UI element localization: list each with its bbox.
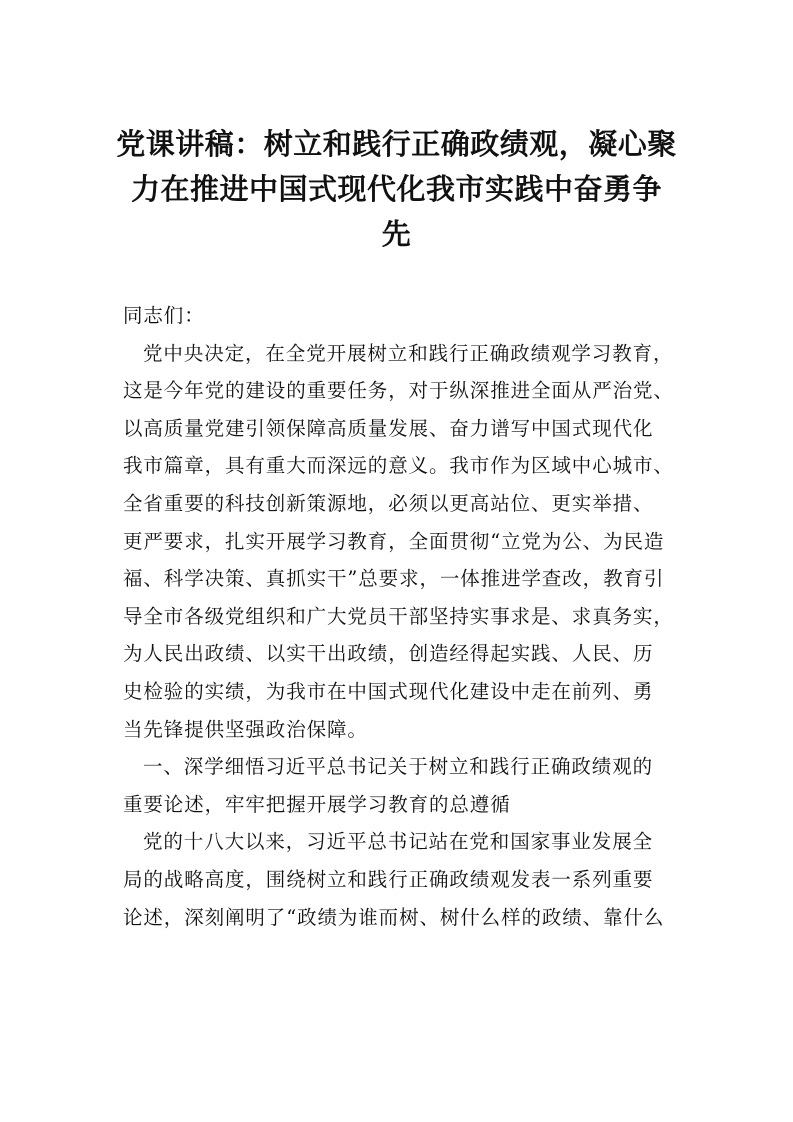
document-body — [123, 297, 683, 936]
paragraph-line: 党的十八大以来，习近平总书记站在党和国家事业发展全 — [143, 830, 654, 854]
paragraph-line: 为人民出政绩、以实干出政绩，创造经得起实践、人民、历 — [123, 642, 654, 666]
paragraph-intro — [123, 335, 683, 749]
paragraph-section-one — [123, 823, 683, 936]
paragraph-line: 我市篇章，具有重大而深远的意义。我市作为区域中心城市、 — [123, 454, 674, 478]
title-line: 党课讲稿：树立和践行正确政绩观，凝心聚 — [116, 127, 677, 161]
section-heading-one — [123, 748, 683, 823]
paragraph-line: 党中央决定，在全党开展树立和践行正确政绩观学习教育， — [143, 341, 674, 365]
title-line: 力在推进中国式现代化我市实践中奋勇争 — [130, 172, 662, 206]
paragraph-line: 当先锋提供坚强政治保障。 — [123, 717, 368, 741]
section-heading-line: 一、深学细悟习近平总书记关于树立和践行正确政绩观的 — [143, 755, 654, 779]
paragraph-line: 史检验的实绩，为我市在中国式现代化建设中走在前列、勇 — [123, 679, 654, 703]
paragraph-line: 论述，深刻阐明了“政绩为谁而树、树什么样的政绩、靠什么 — [123, 905, 665, 929]
salutation: 同志们： — [123, 304, 205, 327]
title-line: 先 — [381, 217, 412, 251]
section-heading-line: 重要论述，牢牢把握开展学习教育的总遵循 — [123, 792, 511, 816]
paragraph-line: 全省重要的科技创新策源地，必须以更高站位、更实举措、 — [123, 491, 654, 515]
paragraph-line: 福、科学决策、真抓实干”总要求，一体推进学查改，教育引 — [123, 567, 665, 591]
paragraph-line: 这是今年党的建设的重要任务，对于纵深推进全面从严治党、 — [123, 379, 674, 403]
paragraph-line: 更严要求，扎实开展学习教育，全面贯彻“立党为公、为民造 — [123, 529, 665, 553]
paragraph-line: 以高质量党建引领保障高质量发展、奋力谱写中国式现代化 — [123, 416, 654, 440]
document-title — [100, 122, 693, 257]
paragraph-line: 局的战略高度，围绕树立和践行正确政绩观发表一系列重要 — [123, 867, 654, 891]
paragraph-line: 导全市各级党组织和广大党员干部坚持实事求是、求真务实， — [123, 604, 674, 628]
